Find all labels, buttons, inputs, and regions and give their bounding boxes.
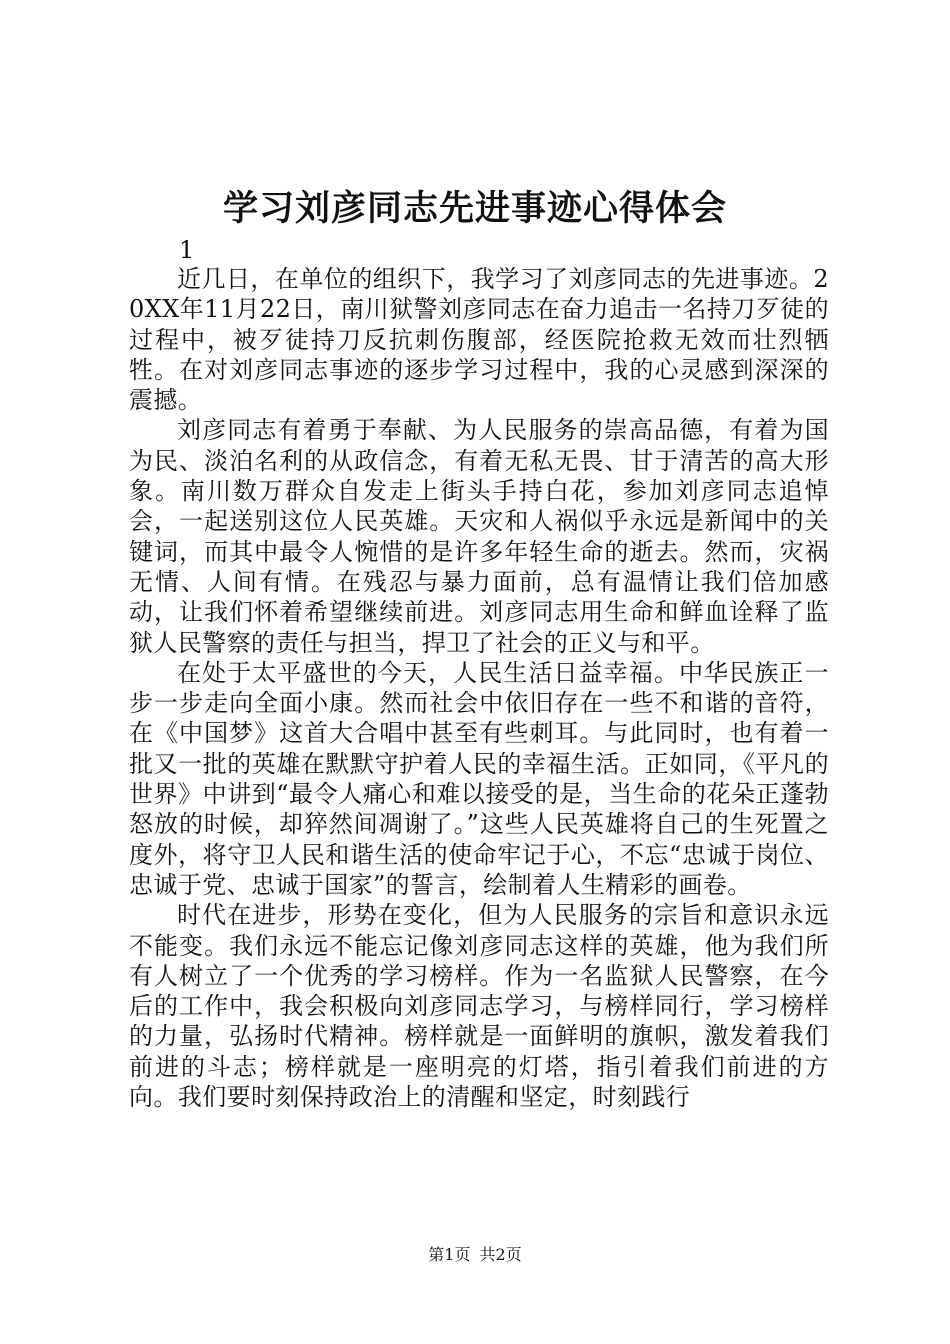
paragraph-1: 近几日，在单位的组织下，我学习了刘彦同志的先进事迹。20XX年11月22日，南川狱警刘彦同志在奋力追击一名持刀歹徒的过程中，被歹徒持刀反抗刺伤腹部，经医院抢救无效而壮烈牺牲。在对刘彦同志事迹的逐步学习过程中，我的心灵感到深深的震撼。 (129, 265, 829, 415)
paragraph-4: 时代在进步，形势在变化，但为人民服务的宗旨和意识永远不能变。我们永远不能忘记像刘彦同志这样的英雄，他为我们所有人树立了一个优秀的学习榜样。作为一名监狱人民警察，在今后的工作中，我会积极向刘彦同志学习，与榜样同行，学习榜样的力量，弘扬时代精神。榜样就是一面鲜明的旗帜，激发着我们前进的斗志；榜样就是一座明亮的灯塔，指引着我们前进的方向。我们要时刻保持政治上的清醒和坚定，时刻践行 (129, 901, 829, 1112)
paragraph-2: 刘彦同志有着勇于奉献、为人民服务的崇高品德，有着为国为民、淡泊名利的从政信念，有着无私无畏、甘于清苦的高大形象。南川数万群众自发走上街头手持白花，参加刘彦同志追悼会，一起送别这位人民英雄。天灾和人祸似乎永远是新闻中的关键词，而其中最令人惋惜的是许多年轻生命的逝去。然而，灾祸无情、人间有情。在残忍与暴力面前，总有温情让我们倍加感动，让我们怀着希望继续前进。刘彦同志用生命和鲜血诠释了监狱人民警察的责任与担当，捍卫了社会的正义与和平。 (129, 416, 829, 657)
document-body (129, 236, 829, 1112)
document-title: 学习刘彦同志先进事迹心得体会 (222, 188, 727, 229)
page-footer: 第1页 共2页 (428, 1245, 522, 1264)
section-number: 1 (179, 236, 195, 264)
paragraph-3: 在处于太平盛世的今天，人民生活日益幸福。中华民族正一步一步走向全面小康。然而社会中依旧存在一些不和谐的音符，在《中国梦》这首大合唱中甚至有些刺耳。与此同时，也有着一批又一批的英雄在默默守护着人民的幸福生活。正如同，《平凡的世界》中讲到“最令人痛心和难以接受的是，当生命的花朵正蓬勃怒放的时候，却猝然间凋谢了。”这些人民英雄将自己的生死置之度外，将守卫人民和谐生活的使命牢记于心，不忘“忠诚于岗位、忠诚于党、忠诚于国家”的誓言，绘制着人生精彩的画卷。 (129, 658, 829, 899)
